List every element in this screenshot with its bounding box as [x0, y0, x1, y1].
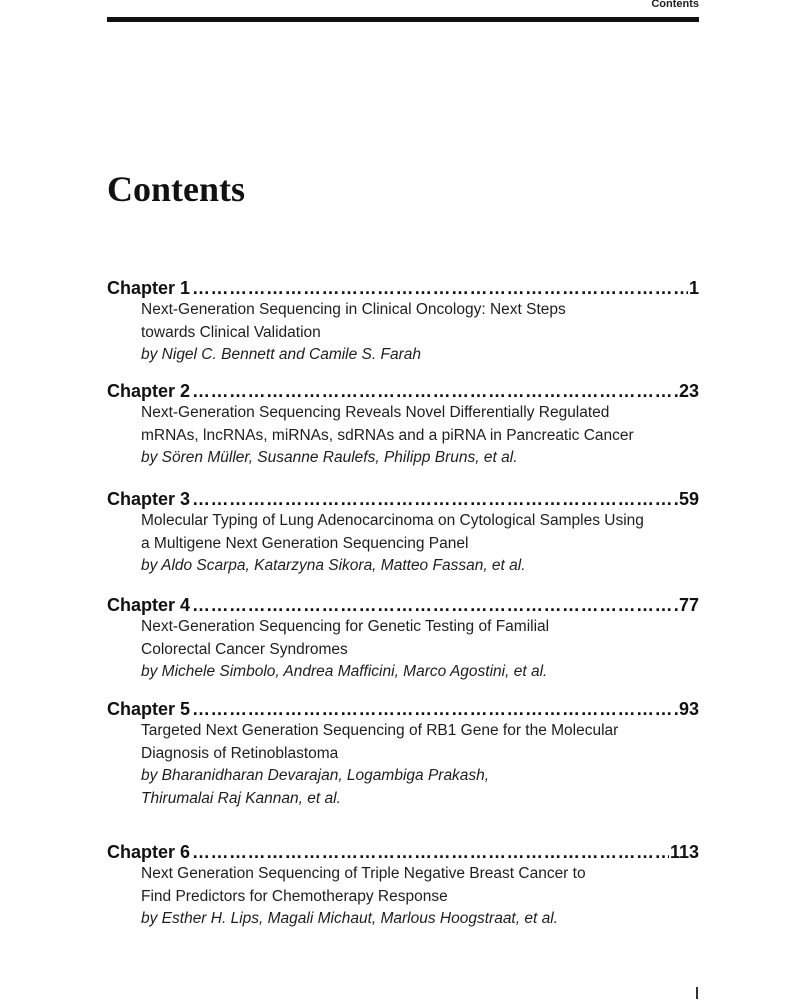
chapter-title-line: Diagnosis of Retinoblastoma [141, 744, 339, 762]
chapter-heading[interactable] [107, 594, 699, 616]
chapter-authors: by Sören Müller, Susanne Raulefs, Philipp Bruns, et al. [141, 449, 518, 466]
chapter-title-line: Find Predictors for Chemotherapy Response [141, 887, 448, 905]
dot-leader [192, 380, 678, 402]
toc-entry-chapter-2[interactable] [107, 380, 699, 470]
chapter-heading[interactable] [107, 488, 699, 510]
dot-leader [192, 277, 688, 299]
chapter-title-line: mRNAs, lncRNAs, miRNAs, sdRNAs and a piRNA in Pancreatic Cancer [141, 426, 634, 444]
chapter-title-line: Colorectal Cancer Syndromes [141, 640, 348, 658]
page-folio [696, 987, 698, 999]
chapter-authors: by Bharanidharan Devarajan, Logambiga Prakash, [141, 767, 490, 784]
chapter-authors: by Michele Simbolo, Andrea Mafficini, Marco Agostini, et al. [141, 663, 548, 680]
page-number: 113 [669, 842, 699, 862]
chapter-title-line: Next-Generation Sequencing in Clinical Oncology: Next Steps [141, 301, 566, 318]
chapter-label: Chapter 6 [107, 842, 191, 862]
header-rule [107, 17, 699, 22]
chapter-title-line: a Multigene Next Generation Sequencing Panel [141, 534, 469, 552]
dot-leader [192, 841, 669, 863]
chapter-label: Chapter 5 [107, 699, 191, 719]
chapter-heading[interactable] [107, 841, 699, 863]
chapter-authors: by Esther H. Lips, Magali Michaut, Marlous Hoogstraat, et al. [141, 910, 558, 927]
chapter-title-line: Targeted Next Generation Sequencing of RB1 Gene for the Molecular [141, 722, 619, 739]
chapter-title-line: Next-Generation Sequencing Reveals Novel Differentially Regulated [141, 404, 610, 421]
toc-entry-chapter-1[interactable] [107, 277, 699, 367]
dot-leader [192, 698, 678, 720]
chapter-authors: Thirumalai Raj Kannan, et al. [141, 789, 341, 807]
chapter-heading[interactable] [107, 698, 699, 720]
page-number: 77 [678, 595, 699, 615]
chapter-heading[interactable] [107, 277, 699, 299]
chapter-label: Chapter 1 [107, 278, 191, 298]
chapter-label: Chapter 3 [107, 489, 191, 509]
chapter-title-line: Next Generation Sequencing of Triple Negative Breast Cancer to [141, 865, 586, 882]
chapter-title-line: towards Clinical Validation [141, 323, 321, 341]
chapter-title-line: Molecular Typing of Lung Adenocarcinoma on Cytological Samples Using [141, 512, 644, 529]
page-number: 59 [678, 489, 699, 509]
page-number: 1 [688, 278, 699, 298]
chapter-label: Chapter 2 [107, 381, 191, 401]
chapter-authors: by Aldo Scarpa, Katarzyna Sikora, Matteo Fassan, et al. [141, 557, 526, 574]
toc-entry-chapter-4[interactable] [107, 594, 699, 684]
toc-entry-chapter-3[interactable] [107, 488, 699, 578]
dot-leader [192, 594, 678, 616]
chapter-heading[interactable] [107, 380, 699, 402]
page-number: 23 [678, 381, 699, 401]
chapter-title-line: Next-Generation Sequencing for Genetic Testing of Familial [141, 618, 550, 635]
dot-leader [192, 488, 678, 510]
toc-entry-chapter-6[interactable] [107, 841, 699, 931]
page-number: 93 [678, 699, 699, 719]
chapter-authors: by Nigel C. Bennett and Camile S. Farah [141, 346, 421, 363]
chapter-label: Chapter 4 [107, 595, 191, 615]
page-title: Contents [107, 169, 246, 209]
toc-entry-chapter-5[interactable] [107, 698, 699, 810]
running-head: Contents [651, 0, 699, 10]
